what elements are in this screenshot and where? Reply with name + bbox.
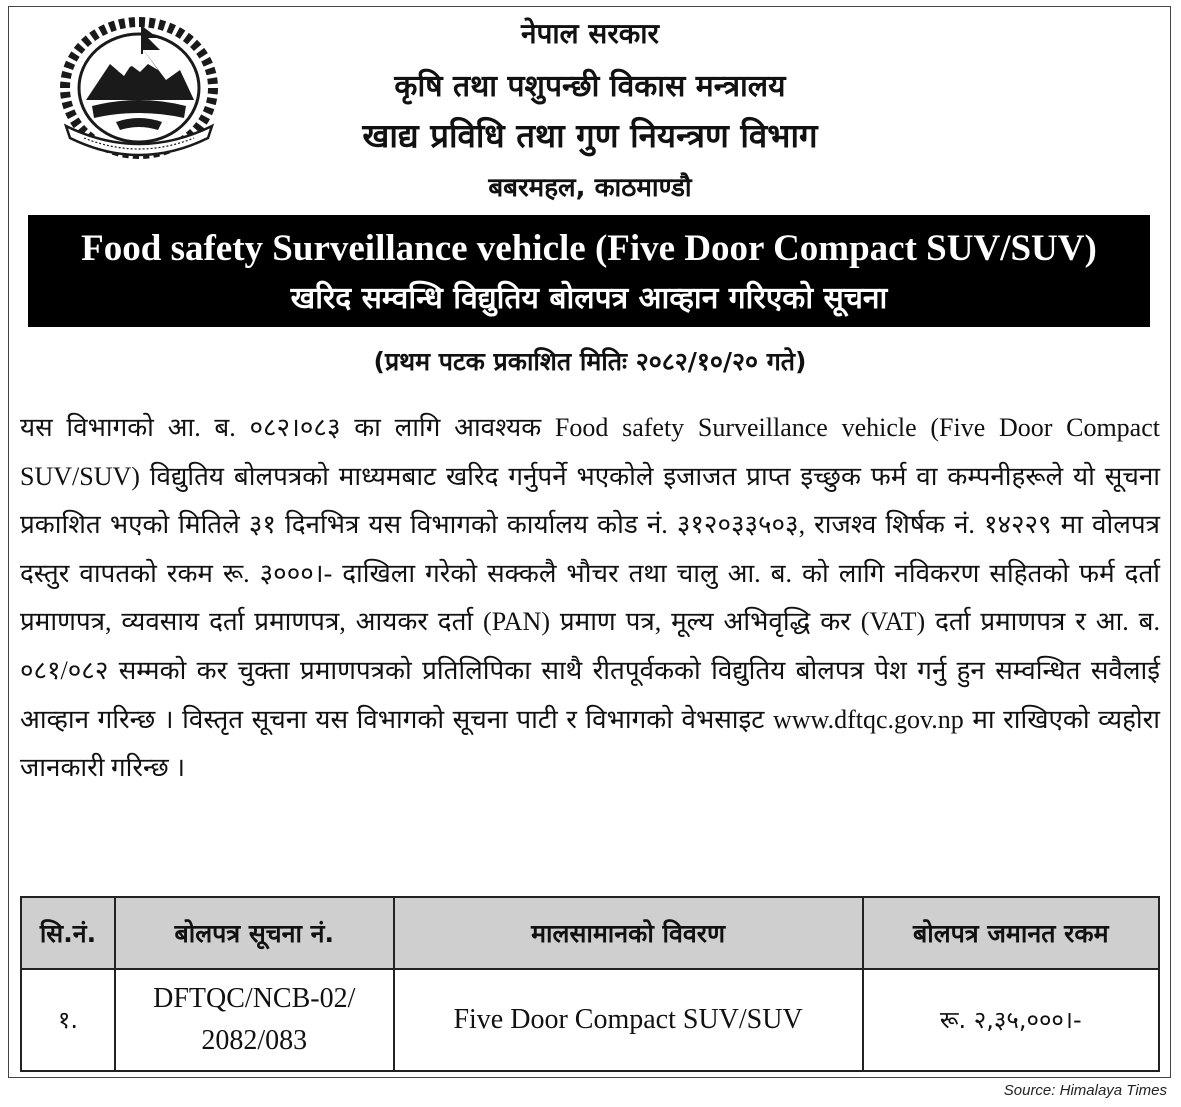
cell-security-amount: रू. २,३५,०००।- [863, 969, 1159, 1071]
source-credit: Source: Himalaya Times [1003, 1082, 1167, 1099]
title-english: Food safety Surveillance vehicle (Five Door Compact SUV/SUV) [81, 228, 1097, 269]
title-nepali: खरिद सम्वन्धि विद्युतिय बोलपत्र आव्हान गरिएको सूचना [290, 281, 888, 316]
header-security-amount: बोलपत्र जमानत रकम [863, 897, 1159, 969]
cell-notice-no [115, 969, 394, 1071]
publication-date: (प्रथम पटक प्रकाशित मितिः २०८२/१०/२० गते) [373, 347, 807, 376]
office-address: बबरमहल, काठमाण्डौ [488, 173, 692, 203]
table-header-row [21, 897, 1159, 969]
header-serial-no: सि.नं. [21, 897, 115, 969]
department-name: खाद्य प्रविधि तथा गुण नियन्त्रण विभाग [362, 116, 818, 155]
table-row [21, 969, 1159, 1071]
ministry-name: कृषि तथा पशुपन्छी विकास मन्त्रालय [394, 69, 786, 104]
notice-body-text: यस विभागको आ. ब. ०८२।०८३ का लागि आवश्यक Food safety Surveillance vehicle (Five Door Compact SUV/SUV) विद्युतिय बोलपत्रको माध्यमबाट खरिद गर्नुपर्ने भएकोले इजाजत प्राप्त इच्छुक फर्म वा कम्पनीहरूले यो सूचना प्रकाशित भएको मितिले ३१ दिनभित्र यस विभागको कार्यालय कोड नं. ३१२०३३५०३, राजश्व शिर्षक नं. १४२२९ मा वोलपत्र दस्तुर वापतको रकम रू. ३०००।- दाखिला गरेको सक्कलै भौचर तथा चालु आ. ब. को लागि नविकरण सहितको फर्म दर्ता प्रमाणपत्र, व्यवसाय दर्ता प्रमाणपत्र, आयकर दर्ता (PAN) प्रमाण पत्र, मूल्य अभिवृद्धि कर (VAT) दर्ता प्रमाणपत्र र आ. ब. ०८१/०८२ सम्मको कर चुक्ता प्रमाणपत्रको प्रतिलिपिका साथै रीतपूर्वकको विद्युतिय बोलपत्र पेश गर्नु हुन सम्वन्धित सवैलाई आव्हान गरिन्छ । विस्तृत सूचना यस विभागको सूचना पाटी र विभागको वेभसाइट www.dftqc.gov.np मा राखिएको व्यहोरा जानकारी गरिन्छ । [20, 413, 1161, 783]
government-name: नेपाल सरकार [520, 17, 660, 50]
notice-no-line2: 2082/083 [201, 1025, 308, 1056]
notice-no-line1: DFTQC/NCB-02/ [153, 983, 356, 1014]
header-notice-no: बोलपत्र सूचना नं. [115, 897, 394, 969]
cell-description: Five Door Compact SUV/SUV [394, 969, 863, 1071]
tender-table [20, 896, 1160, 1072]
nepal-emblem-icon [58, 14, 220, 162]
cell-serial-no: १. [21, 969, 115, 1071]
title-banner [28, 215, 1150, 327]
header-description: मालसामानको विवरण [394, 897, 863, 969]
